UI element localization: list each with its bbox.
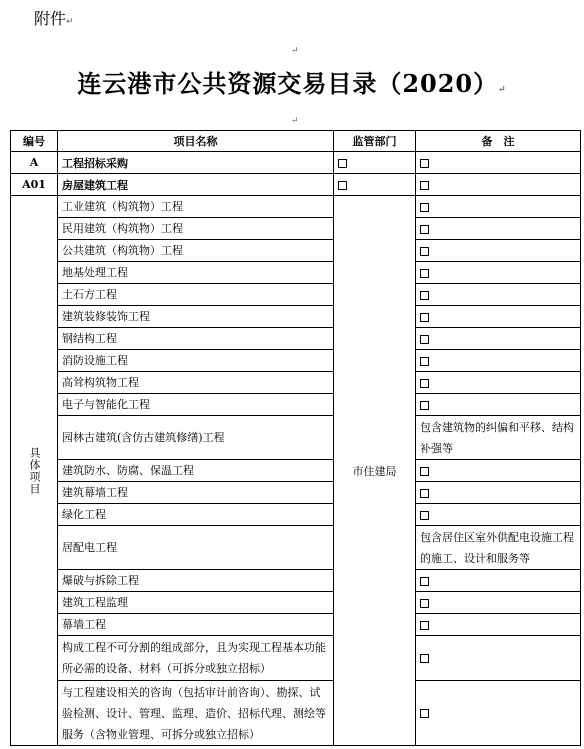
item-name: 建筑防水、防腐、保温工程 <box>58 460 334 482</box>
table-row <box>11 482 581 504</box>
item-name: 与工程建设相关的咨询（包括审计前咨询）、勘探、试验检测、设计、管理、监理、造价、招标代理、测绘等服务（含物业管理、可拆分或独立招标） <box>58 681 334 746</box>
checkbox-icon <box>420 225 429 234</box>
checkbox-icon <box>420 291 429 300</box>
table-row <box>11 372 581 394</box>
attachment-label: 附件↵ <box>34 9 74 28</box>
item-note <box>416 394 581 416</box>
item-note <box>416 614 581 636</box>
table-row <box>11 460 581 482</box>
item-note: 包含居住区室外供配电设施工程的施工、设计和服务等 <box>416 526 581 570</box>
item-name: 地基处理工程 <box>58 262 334 284</box>
checkbox-icon <box>420 709 429 718</box>
catalog-table <box>10 130 581 746</box>
table-row <box>11 196 581 218</box>
checkbox-icon <box>420 247 429 256</box>
row-note <box>416 174 581 196</box>
item-note <box>416 306 581 328</box>
checkbox-icon <box>420 467 429 476</box>
header-department: 监管部门 <box>334 131 416 152</box>
item-name: 高耸构筑物工程 <box>58 372 334 394</box>
table-row <box>11 152 581 174</box>
item-name: 构成工程不可分割的组成部分，且为实现工程基本功能所必需的设备、材料（可拆分或独立招标） <box>58 636 334 681</box>
header-code: 编号 <box>11 131 58 152</box>
department-cell: 市住建局 <box>334 196 416 746</box>
row-department <box>334 174 416 196</box>
checkbox-icon <box>420 401 429 410</box>
table-row <box>11 416 581 460</box>
checkbox-icon <box>420 489 429 498</box>
item-note: 包含建筑物的纠偏和平移、结构补强等 <box>416 416 581 460</box>
checkbox-icon <box>420 269 429 278</box>
checkbox-icon <box>338 181 347 190</box>
checkbox-icon <box>420 159 429 168</box>
checkbox-icon <box>420 313 429 322</box>
item-note <box>416 262 581 284</box>
row-note <box>416 152 581 174</box>
table-row <box>11 614 581 636</box>
item-note <box>416 196 581 218</box>
item-name: 土石方工程 <box>58 284 334 306</box>
item-note <box>416 482 581 504</box>
checkbox-icon <box>420 203 429 212</box>
item-name: 公共建筑（构筑物）工程 <box>58 240 334 262</box>
item-note <box>416 681 581 746</box>
table-row <box>11 394 581 416</box>
item-note <box>416 284 581 306</box>
item-note <box>416 636 581 681</box>
table-row <box>11 592 581 614</box>
row-department <box>334 152 416 174</box>
table-row <box>11 636 581 681</box>
item-name: 园林古建筑(含仿古建筑修缮)工程 <box>58 416 334 460</box>
table-row <box>11 174 581 196</box>
item-note <box>416 218 581 240</box>
item-name: 工业建筑（构筑物）工程 <box>58 196 334 218</box>
item-name: 电子与智能化工程 <box>58 394 334 416</box>
item-note <box>416 328 581 350</box>
row-name: 工程招标采购 <box>58 152 334 174</box>
checkbox-icon <box>420 599 429 608</box>
paragraph-mark: ↵ <box>291 46 299 56</box>
table-row <box>11 306 581 328</box>
group-label-text: 具体项目 <box>28 446 41 495</box>
item-name: 建筑工程监理 <box>58 592 334 614</box>
item-name: 建筑装修装饰工程 <box>58 306 334 328</box>
table-row <box>11 504 581 526</box>
item-name: 绿化工程 <box>58 504 334 526</box>
checkbox-icon <box>420 335 429 344</box>
item-name: 建筑幕墙工程 <box>58 482 334 504</box>
item-note <box>416 372 581 394</box>
item-name: 居配电工程 <box>58 526 334 570</box>
table-row <box>11 262 581 284</box>
checkbox-icon <box>420 181 429 190</box>
table-row <box>11 526 581 570</box>
checkbox-icon <box>420 577 429 586</box>
table-row <box>11 681 581 746</box>
item-name: 幕墙工程 <box>58 614 334 636</box>
item-name: 爆破与拆除工程 <box>58 570 334 592</box>
item-name: 消防设施工程 <box>58 350 334 372</box>
header-name: 项目名称 <box>58 131 334 152</box>
item-name: 民用建筑（构筑物）工程 <box>58 218 334 240</box>
checkbox-icon <box>420 511 429 520</box>
item-note <box>416 460 581 482</box>
paragraph-mark: ↵ <box>291 116 299 126</box>
item-name: 钢结构工程 <box>58 328 334 350</box>
row-name: 房屋建筑工程 <box>58 174 334 196</box>
table-row <box>11 240 581 262</box>
table-row <box>11 328 581 350</box>
checkbox-icon <box>420 654 429 663</box>
header-note: 备 注 <box>416 131 581 152</box>
page-title: 连云港市公共资源交易目录（2020）↵ <box>77 69 507 98</box>
checkbox-icon <box>420 621 429 630</box>
row-code: A <box>11 152 58 174</box>
table-row <box>11 350 581 372</box>
item-note <box>416 592 581 614</box>
table-header-row <box>11 131 581 152</box>
row-code: A01 <box>11 174 58 196</box>
checkbox-icon <box>420 357 429 366</box>
group-label <box>11 196 58 746</box>
checkbox-icon <box>338 159 347 168</box>
checkbox-icon <box>420 379 429 388</box>
item-note <box>416 570 581 592</box>
item-note <box>416 350 581 372</box>
table-row <box>11 218 581 240</box>
table-row <box>11 570 581 592</box>
item-note <box>416 504 581 526</box>
table-row <box>11 284 581 306</box>
item-note <box>416 240 581 262</box>
